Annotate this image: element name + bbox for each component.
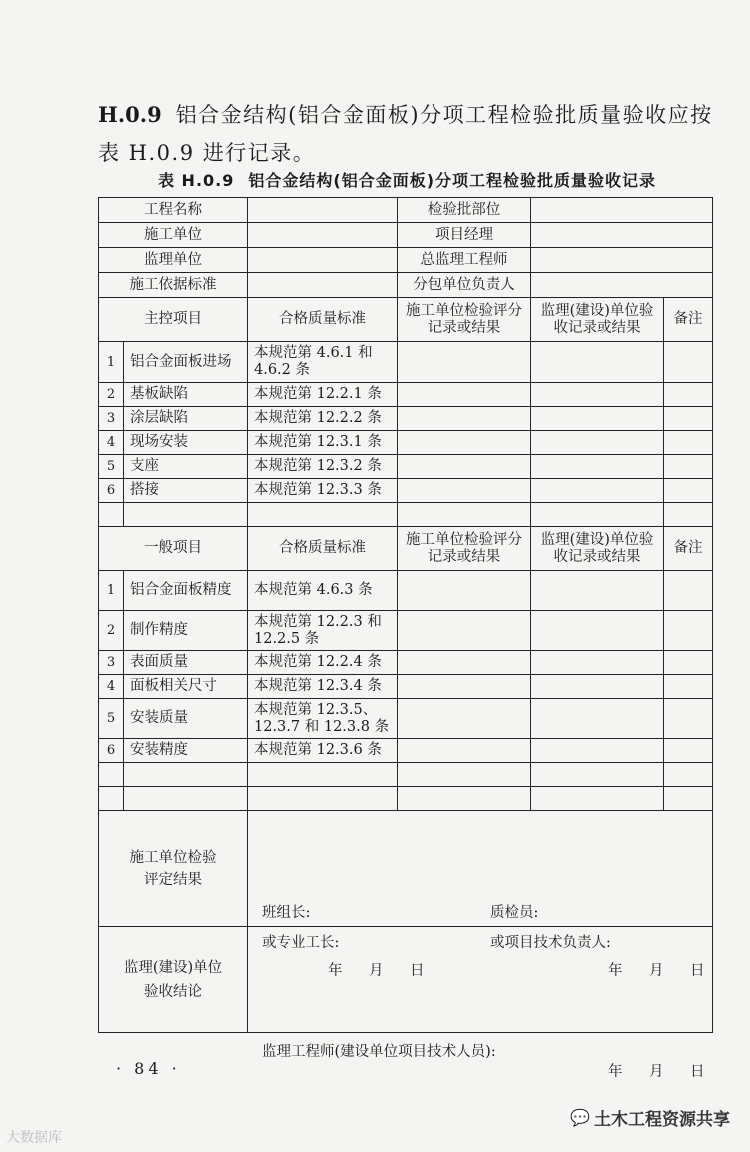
row-supervision-result[interactable] [531,342,664,383]
team-leader-label: 班组长: [262,904,311,921]
row-standard: 本规范第 4.6.3 条 [248,571,398,611]
row-remark[interactable] [664,407,713,431]
construction-eval-signature[interactable] [248,811,713,979]
value-basis-standard[interactable] [248,273,398,298]
label-basis-standard: 施工依据标准 [99,273,248,298]
header-remarks: 备注 [664,527,713,571]
value-construction-unit[interactable] [248,223,398,248]
row-item: 基板缺陷 [124,383,248,407]
watermark-text: 土木工程资源共享 [594,1110,730,1130]
row-number: 3 [99,651,124,675]
table-row [99,739,713,763]
corner-watermark-text: 大数据库 [6,1130,62,1146]
row-item: 铝合金面板精度 [124,571,248,611]
row-supervision-result[interactable] [531,675,664,699]
row-construction-result[interactable] [398,651,531,675]
row-item: 安装质量 [124,699,248,739]
row-standard: 本规范第 12.2.1 条 [248,383,398,407]
row-number: 2 [99,611,124,651]
row-number: 6 [99,479,124,503]
tech-head-label: 或项目技术负责人: [490,934,611,951]
row-number: 4 [99,675,124,699]
value-inspection-part[interactable] [531,198,713,223]
value-chief-supervisor[interactable] [531,248,713,273]
row-supervision-result[interactable] [531,571,664,611]
row-item: 铝合金面板进场 [124,342,248,383]
construction-eval-label: 施工单位检验评定结果 [99,811,248,927]
row-standard: 本规范第 4.6.1 和 4.6.2 条 [248,342,398,383]
table-row [99,342,713,383]
row-standard: 本规范第 12.3.6 条 [248,739,398,763]
row-remark[interactable] [664,383,713,407]
table-row [99,431,713,455]
table-row [99,479,713,503]
table-caption [98,168,716,191]
header-construction-check: 施工单位检验评分记录或结果 [398,298,531,342]
row-standard: 本规范第 12.3.2 条 [248,455,398,479]
row-construction-result[interactable] [398,407,531,431]
page-number: · 84 · [116,1059,181,1078]
row-remark[interactable] [664,675,713,699]
value-subcontractor-head[interactable] [531,273,713,298]
row-number: 3 [99,407,124,431]
supervision-engineer-label: 监理工程师(建设单位项目技术人员): [262,1043,496,1060]
row-standard: 本规范第 12.3.1 条 [248,431,398,455]
foreman-label: 或专业工长: [262,934,340,951]
row-number: 1 [99,571,124,611]
table-row [99,571,713,611]
row-supervision-result[interactable] [531,611,664,651]
header-remarks: 备注 [664,298,713,342]
row-remark[interactable] [664,571,713,611]
value-supervision-unit[interactable] [248,248,398,273]
row-item: 制作精度 [124,611,248,651]
row-standard: 本规范第 12.3.5、12.3.7 和 12.3.8 条 [248,699,398,739]
row-construction-result[interactable] [398,571,531,611]
label-inspection-part: 检验批部位 [398,198,531,223]
construction-date-right: 年 月 日 [608,962,711,979]
row-supervision-result[interactable] [531,383,664,407]
row-number: 6 [99,739,124,763]
row-remark[interactable] [664,455,713,479]
row-construction-result[interactable] [398,431,531,455]
supervision-eval-label: 监理(建设)单位验收结论 [99,927,248,1033]
inspector-label: 质检员: [490,904,539,921]
row-supervision-result[interactable] [531,651,664,675]
header-standard: 合格质量标准 [248,298,398,342]
row-number: 2 [99,383,124,407]
row-remark[interactable] [664,431,713,455]
header-standard: 合格质量标准 [248,527,398,571]
construction-date-left: 年 月 日 [328,962,431,979]
header-main-items: 主控项目 [99,298,248,342]
header-supervision-check: 监理(建设)单位验收记录或结果 [531,298,664,342]
table-row [99,611,713,651]
header-general-items: 一般项目 [99,527,248,571]
corner-watermark [6,1127,62,1147]
row-item: 支座 [124,455,248,479]
clause-text: 铝合金结构(铝合金面板)分项工程检验批质量验收应按表 H.0.9 进行记录。 [98,103,713,165]
header-construction-check: 施工单位检验评分记录或结果 [398,527,531,571]
source-watermark [570,1105,730,1130]
row-supervision-result[interactable] [531,699,664,739]
row-construction-result[interactable] [398,739,531,763]
row-remark[interactable] [664,479,713,503]
row-item: 涂层缺陷 [124,407,248,431]
row-construction-result[interactable] [398,611,531,651]
value-project-name[interactable] [248,198,398,223]
row-construction-result[interactable] [398,342,531,383]
row-supervision-result[interactable] [531,407,664,431]
row-construction-result[interactable] [398,455,531,479]
table-row [99,675,713,699]
table-row [99,699,713,739]
table-title: 铝合金结构(铝合金面板)分项工程检验批质量验收记录 [248,171,657,190]
row-construction-result[interactable] [398,479,531,503]
row-construction-result[interactable] [398,383,531,407]
row-number: 5 [99,699,124,739]
row-supervision-result[interactable] [531,479,664,503]
label-supervision-unit: 监理单位 [99,248,248,273]
row-standard: 本规范第 12.3.4 条 [248,675,398,699]
table-row [99,455,713,479]
intro-paragraph [98,96,718,172]
row-item: 安装精度 [124,739,248,763]
row-supervision-result[interactable] [531,431,664,455]
table-row [99,383,713,407]
row-supervision-result[interactable] [531,739,664,763]
row-remark[interactable] [664,342,713,383]
row-item: 表面质量 [124,651,248,675]
row-remark[interactable] [664,699,713,739]
label-chief-supervisor: 总监理工程师 [398,248,531,273]
table-row [99,651,713,675]
chat-bubble-icon: 💬 [570,1108,590,1127]
row-number: 5 [99,455,124,479]
row-construction-result[interactable] [398,675,531,699]
header-supervision-check: 监理(建设)单位验收记录或结果 [531,527,664,571]
row-item: 搭接 [124,479,248,503]
label-construction-unit: 施工单位 [99,223,248,248]
row-item: 现场安装 [124,431,248,455]
row-remark[interactable] [664,739,713,763]
row-standard: 本规范第 12.3.3 条 [248,479,398,503]
row-standard: 本规范第 12.2.2 条 [248,407,398,431]
table-row-empty [99,763,713,787]
row-remark[interactable] [664,611,713,651]
table-number: 表 H.0.9 [157,171,235,190]
label-project-name: 工程名称 [99,198,248,223]
value-project-manager[interactable] [531,223,713,248]
row-construction-result[interactable] [398,699,531,739]
table-row [99,407,713,431]
table-row-empty [99,503,713,527]
label-subcontractor-head: 分包单位负责人 [398,273,531,298]
row-standard: 本规范第 12.2.4 条 [248,651,398,675]
table-row-empty [99,787,713,811]
clause-number: H.0.9 [98,102,162,127]
row-remark[interactable] [664,651,713,675]
row-supervision-result[interactable] [531,455,664,479]
row-number: 4 [99,431,124,455]
row-item: 面板相关尺寸 [124,675,248,699]
label-project-manager: 项目经理 [398,223,531,248]
row-number: 1 [99,342,124,383]
row-standard: 本规范第 12.2.3 和 12.2.5 条 [248,611,398,651]
supervision-date: 年 月 日 [608,1063,711,1080]
